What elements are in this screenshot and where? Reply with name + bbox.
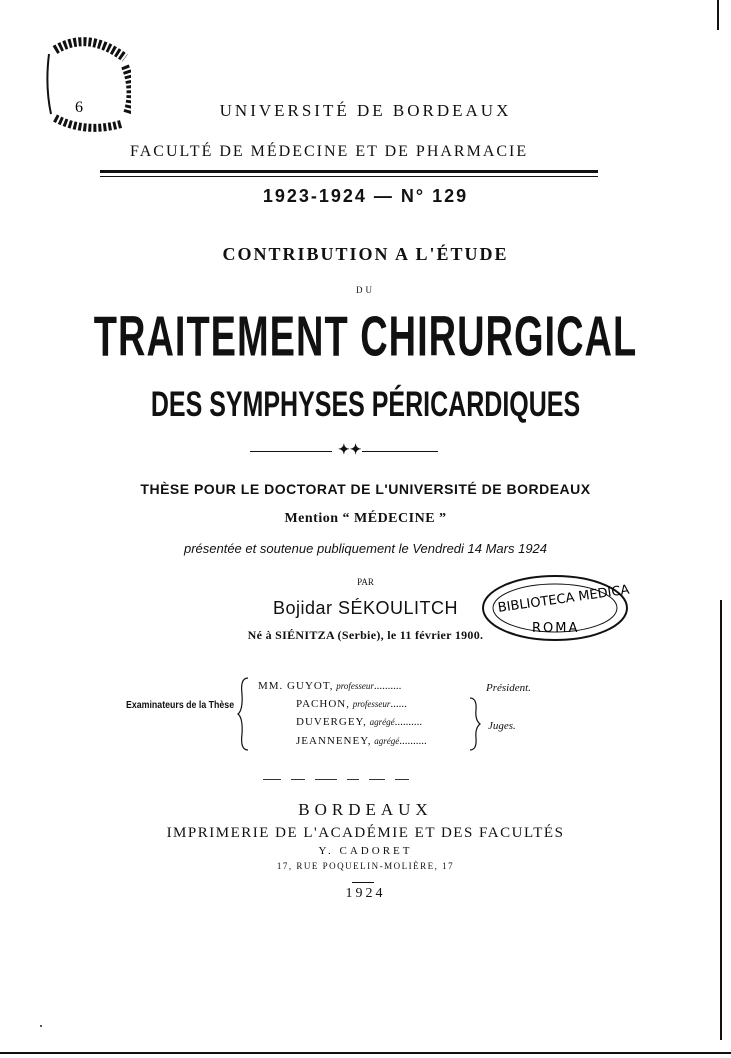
university-name: UNIVERSITÉ DE BORDEAUX [219, 101, 512, 120]
examiner-name: MM. GUYOT, [258, 680, 334, 692]
main-title: TRAITEMENT CHIRURGICAL [93, 306, 638, 369]
thesis-mention: Mention “ MÉDECINE ” [284, 511, 447, 526]
examiner-rank: professeur [352, 699, 391, 709]
stamp-left-number: 6 [75, 99, 83, 116]
header-rule-thin [100, 176, 598, 177]
publisher-city: BORDEAUX [298, 800, 433, 819]
examiner-row [258, 680, 401, 692]
ornament-star: ✦✦ [338, 443, 362, 458]
library-stamp-right [480, 574, 630, 642]
publication-year: 1924 [345, 886, 386, 901]
examiner-dots: .......... [399, 735, 427, 747]
examiner-dots: .......... [394, 716, 423, 728]
publisher-printer: IMPRIMERIE DE L'ACADÉMIE ET DES FACULTÉS [166, 825, 565, 841]
year-rule [352, 882, 374, 883]
ornament-line-right [362, 451, 438, 452]
by-label: PAR [357, 577, 374, 587]
thesis-degree: THÈSE POUR LE DOCTORAT DE L'UNIVERSITÉ DE BORDEAUX [140, 481, 591, 497]
faculty-name: FACULTÉ DE MÉDECINE ET DE PHARMACIE [130, 143, 529, 160]
examiner-dots: .......... [373, 680, 402, 692]
publisher-address: 17, RUE POQUELIN-MOLIÈRE, 17 [276, 861, 455, 871]
sub-title: DES SYMPHYSES PÉRICARDIQUES [150, 385, 581, 425]
examiner-role-judges: Juges. [488, 720, 516, 732]
examiner-row [296, 698, 407, 710]
examiners-label: Examinateurs de la Thèse [126, 700, 235, 711]
examiners-left-brace [236, 676, 252, 752]
publisher-proprietor: Y. CADORET [318, 845, 413, 857]
stamp-right-top-text: BIBLIOTECA MEDICA [497, 582, 630, 616]
examiner-rank: professeur [336, 681, 374, 691]
thesis-presentation: présentée et soutenue publiquement le Vendredi 14 Mars 1924 [183, 541, 548, 556]
judges-right-brace [468, 696, 482, 752]
scan-edge-right-top [717, 0, 719, 30]
scan-edge-bottom [0, 1052, 731, 1054]
examiner-row [296, 735, 427, 747]
examiner-rank: agrégé [374, 736, 400, 746]
year-and-number: 1923-1924 — N° 129 [262, 186, 469, 206]
scan-speck [40, 1025, 42, 1027]
stamp-right-bottom-text: ROMA [532, 621, 580, 636]
examiner-name: JEANNENEY, [296, 735, 372, 747]
author-birth: Né à SIÉNITZA (Serbie), le 11 février 1900. [247, 628, 484, 642]
examiner-rank: agrégé [369, 717, 395, 727]
title-connector: DU [356, 285, 375, 295]
scan-edge-right [720, 600, 722, 1040]
examiner-dots: ...... [390, 698, 407, 710]
author-name: Bojidar SÉKOULITCH [272, 598, 459, 618]
header-rule [100, 170, 598, 173]
separator-dashes [263, 770, 419, 788]
examiner-role-president: Président. [486, 682, 531, 694]
contribution-heading: CONTRIBUTION A L'ÉTUDE [222, 244, 509, 264]
ornament-line-left [250, 451, 332, 452]
examiner-row [296, 716, 422, 728]
examiner-name: DUVERGEY, [296, 716, 367, 728]
examiner-name: PACHON, [296, 698, 350, 710]
